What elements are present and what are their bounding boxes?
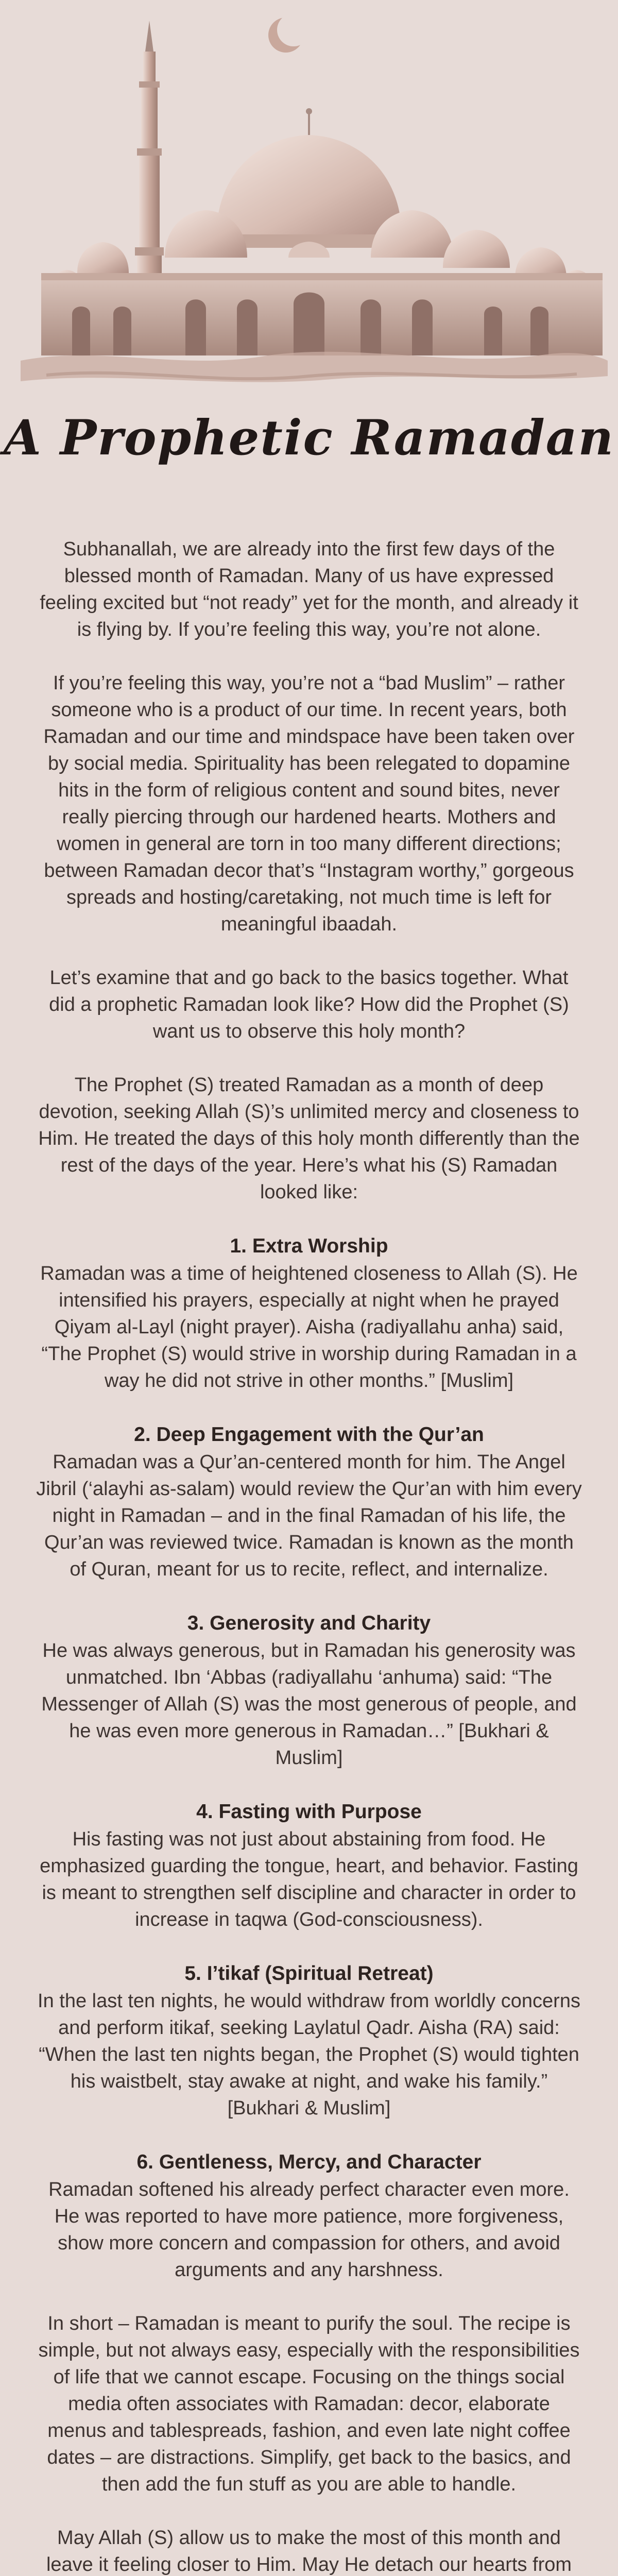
intro-paragraph: If you’re feeling this way, you’re not a “bad Muslim” – rather someone who is a product of our time. In recent years, both Ramadan and our time and mindspace have been taken over by social media. Spirituality has been relegated to dopamine hits in the form of religious content and sound bites, never really piercing through our hardened hearts. Mothers and women in general are torn in too many different directions; between Ramadan decor that’s “Instagram worthy,” gorgeous spreads and hosting/caretaking, not much time is left for meaningful ibaadah. [43, 672, 575, 935]
section-heading: 2. Deep Engagement with the Qur’an [134, 1423, 484, 1446]
main-dome [216, 108, 402, 248]
crescent-moon-icon [268, 13, 310, 53]
mosque-walls [41, 273, 603, 355]
hero-illustration [0, 0, 618, 392]
section-body: Ramadan softened his already perfect character even more. He was reported to have more patience, more forgiveness, show more concern and compassion for others, and avoid arguments and any harshness. [48, 2179, 570, 2281]
section-gentleness [36, 2148, 582, 2283]
section-heading: 3. Generosity and Charity [187, 1612, 431, 1634]
section-itikaf [36, 1960, 582, 2122]
section-body: In the last ten nights, he would withdraw from worldly concerns and perform itikaf, seeking Laylatul Qadr. Aisha (RA) said: “When the last ten nights began, the Prophet (S) would tighten his waistbelt, stay awake at night, and wake his family.” [Bukhari & Muslim] [38, 1990, 580, 2119]
section-quran-engagement [36, 1421, 582, 1583]
closing-paragraph: In short – Ramadan is meant to purify the soul. The recipe is simple, but not always easy, especially with the responsibilities of life that we cannot escape. Focusing on the things social media often associates with Ramadan: decor, elaborate menus and tablespreads, fashion, and even late night coffee dates – are distractions. Simplify, get back to the basics, and then add the fun stuff as you are able to handle. [38, 2313, 580, 2495]
article-body [36, 536, 582, 2576]
intro-paragraph: Subhanallah, we are already into the first few days of the blessed month of Ramadan. Many of us have expressed feeling excited but “not ready” yet for the month, and already it is flying by. If you’re feeling this way, you’re not alone. [40, 538, 578, 640]
section-heading: 6. Gentleness, Mercy, and Character [136, 2151, 482, 2173]
intro-paragraph: Let’s examine that and go back to the basics together. What did a prophetic Ramadan look like? How did the Prophet (S) want us to observe this holy month? [49, 967, 569, 1042]
page-title: A Prophetic Ramadan [3, 410, 615, 466]
intro-paragraph: The Prophet (S) treated Ramadan as a month of deep devotion, seeking Allah (S)’s unlimited mercy and closeness to Him. He treated the days of this holy month differently than the rest of the days of the year. Here’s what his (S) Ramadan looked like: [38, 1074, 580, 1203]
section-heading: 1. Extra Worship [230, 1235, 388, 1257]
section-body: Ramadan was a time of heightened closeness to Allah (S). He intensified his prayers, especially at night when he prayed Qiyam al-Layl (night prayer). Aisha (radiyallahu anha) said, “The Prophet (S) would strive in worship during Ramadan in a way he did not strive in other months.” [Muslim] [40, 1263, 578, 1392]
section-heading: 4. Fasting with Purpose [196, 1801, 422, 1823]
section-body: Ramadan was a Qur’an-centered month for him. The Angel Jibril (‘alayhi as-salam) would review the Qur’an with him every night in Ramadan – and in the final Ramadan of his life, the Qur’an was reviewed twice. Ramadan is known as the month of Quran, meant for us to recite, reflect, and internalize. [36, 1451, 582, 1580]
section-body: He was always generous, but in Ramadan his generosity was unmatched. Ibn ‘Abbas (radiyallahu ‘anhuma) said: “The Messenger of Allah (S) was the most generous of people, and he was even more generous in Ramadan…” [Bukhari & Muslim] [41, 1640, 577, 1769]
section-heading: 5. I’tikaf (Spiritual Retreat) [184, 1962, 434, 1985]
section-body: His fasting was not just about abstaining from food. He emphasized guarding the tongue, heart, and behavior. Fasting is meant to strengthen self discipline and character in order to increase in taqwa (God-consciousness). [40, 1828, 578, 1930]
closing-paragraph: May Allah (S) allow us to make the most of this month and leave it feeling closer to Him. May He detach our hearts from [46, 2527, 572, 2575]
mosque-illustration [0, 0, 618, 392]
section-generosity [36, 1609, 582, 1771]
section-fasting [36, 1798, 582, 1933]
section-extra-worship [36, 1232, 582, 1394]
